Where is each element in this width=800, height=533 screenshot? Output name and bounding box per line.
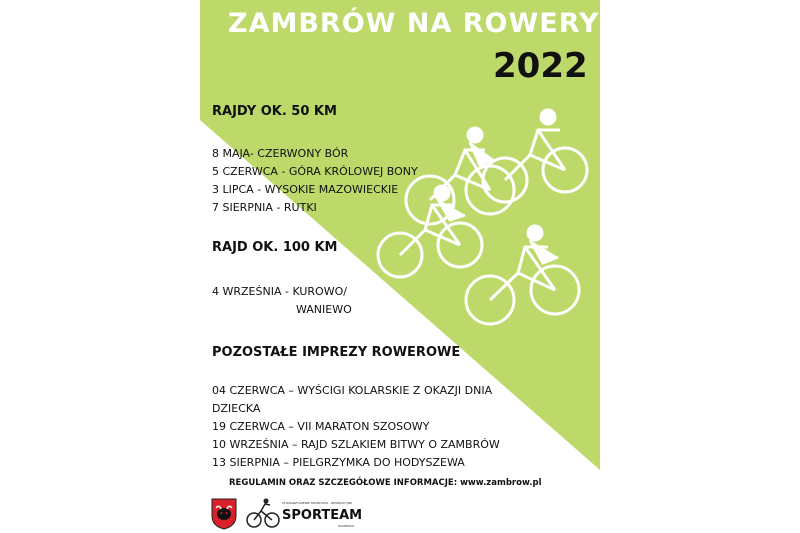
section-heading-100km: RAJD OK. 100 KM <box>212 240 338 255</box>
event-item: 04 CZERWCA – WYŚCIGI KOLARSKIE Z OKAZJI DNIA <box>212 384 493 397</box>
cyclist-4 <box>483 110 587 202</box>
section-heading-50km: RAJDY OK. 50 KM <box>212 104 337 119</box>
cyclist-1 <box>406 128 514 224</box>
svg-text:ZAMBRÓW: ZAMBRÓW <box>338 524 355 528</box>
section-heading-other: POZOSTAŁE IMPREZY ROWEROWE <box>212 345 461 360</box>
event-item: 4 WRZEŚNIA - KUROWO/ <box>212 285 347 298</box>
poster-title: ZAMBRÓW NA ROWERY <box>228 8 600 39</box>
cyclists-illustration <box>370 105 595 345</box>
regulations-info: REGULAMIN ORAZ SZCZEGÓŁOWE INFORMACJE: www.zambrow.pl <box>229 478 542 488</box>
sporteam-logo <box>246 496 366 532</box>
event-item: 13 SIERPNIA – PIELGRZYMKA DO HODYSZEWA <box>212 456 465 469</box>
poster-year: 2022 <box>493 46 588 86</box>
svg-text:SPORTEAM: SPORTEAM <box>282 508 363 523</box>
svg-text:STOWARZYSZENIE SPORTOWO - REKR: STOWARZYSZENIE SPORTOWO - REKREACYJNE <box>282 501 353 505</box>
zambrow-crest-icon <box>211 498 237 530</box>
event-item: 10 WRZEŚNIA – RAJD SZLAKIEM BITWY O ZAMBRÓW <box>212 438 500 451</box>
event-item: DZIECKA <box>212 402 261 415</box>
event-item: WANIEWO <box>296 303 352 316</box>
event-item: 7 SIERPNIA - RUTKI <box>212 201 317 214</box>
event-poster <box>200 0 600 533</box>
event-item: 3 LIPCA - WYSOKIE MAZOWIECKIE <box>212 183 399 196</box>
event-item: 5 CZERWCA - GÓRA KRÓLOWEJ BONY <box>212 165 418 178</box>
event-item: 8 MAJA- CZERWONY BÓR <box>212 147 349 160</box>
event-item: 19 CZERWCA – VII MARATON SZOSOWY <box>212 420 430 433</box>
